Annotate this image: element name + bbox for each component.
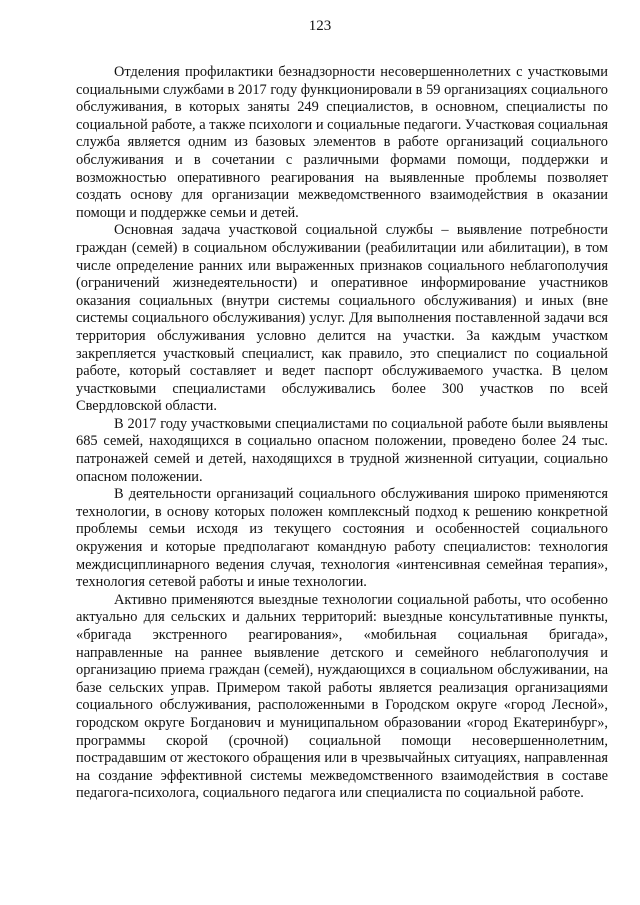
paragraph-5: Активно применяются выездные технологии социальной работы, что особенно актуально для сельских и дальних территорий: выездные консультативные пункты, «бригада экстренного реагирования», «мобильная социальная бригада», направленные на раннее выявление детского и семейного неблагополучия и организацию приема граждан (семей), нуждающихся в социальном обслуживании, на базе сельских управ. Примером такой работы является реализация организациями социального обслуживания, расположенными в Городском округе «город Лесной», городском округе Богданович и муниципальном образовании «город Екатеринбург», программы скорой (срочной) социальной помощи несовершеннолетним, пострадавшим от жестокого обращения или в чрезвычайных ситуациях, направленная на создание эффективной системы межведомственного взаимодействия в составе педагога-психолога, социального педагога или специалиста по социальной работе. xyxy=(76,591,608,802)
paragraph-4: В деятельности организаций социального обслуживания широко применяются технологии, в основу которых положен комплексный подход к решению конкретной проблемы семьи исходя из текущего состояния и особенностей социального окружения и которые предполагают командную работу специалистов: технология междисциплинарного ведения случая, технология «интенсивная семейная терапия», технология сетевой работы и иные технологии. xyxy=(76,486,608,591)
paragraph-1: Отделения профилактики безнадзорности несовершеннолетних с участковыми социальными службами в 2017 году функционировали в 59 организациях социального обслуживания, в которых заняты 249 специалистов, в основном, специалисты по социальной работе, а также психологи и социальные педагоги. Участковая социальная служба является одним из базовых элементов в работе организаций социального обслуживания и в сочетании с различными формами помощи, поддержки и возможностью оперативного реагирования на выявленные проблемы позволяет создать основу для организации межведомственного взаимодействия в оказании помощи и поддержке семьи и детей. xyxy=(76,64,608,221)
paragraph-3: В 2017 году участковыми специалистами по социальной работе были выявлены 685 семей, находящихся в социально опасном положении, проведено более 24 тыс. патронажей семей и детей, находящихся в трудной жизненной ситуации, социально опасном положении. xyxy=(76,415,608,485)
document-body xyxy=(76,64,608,803)
paragraph-2: Основная задача участковой социальной службы – выявление потребности граждан (семей) в социальном обслуживании (реабилитации или абилитации), в том числе определение ранних или выраженных признаков социального неблагополучия (ограничений жизнедеятельности) и оперативное информирование участников оказания социальных (внутри системы социального обслуживания) и иных (вне системы социального обслуживания) услуг. Для выполнения поставленной задачи вся территория обслуживания условно делится на участки. За каждым участком закрепляется участковый специалист, как правило, это специалист по социальной работе, который составляет и ведет паспорт обслуживаемого участка. В целом участковыми специалистами обслуживались более 300 участков по всей Свердловской области. xyxy=(76,222,608,415)
page-number: 123 xyxy=(308,18,332,34)
